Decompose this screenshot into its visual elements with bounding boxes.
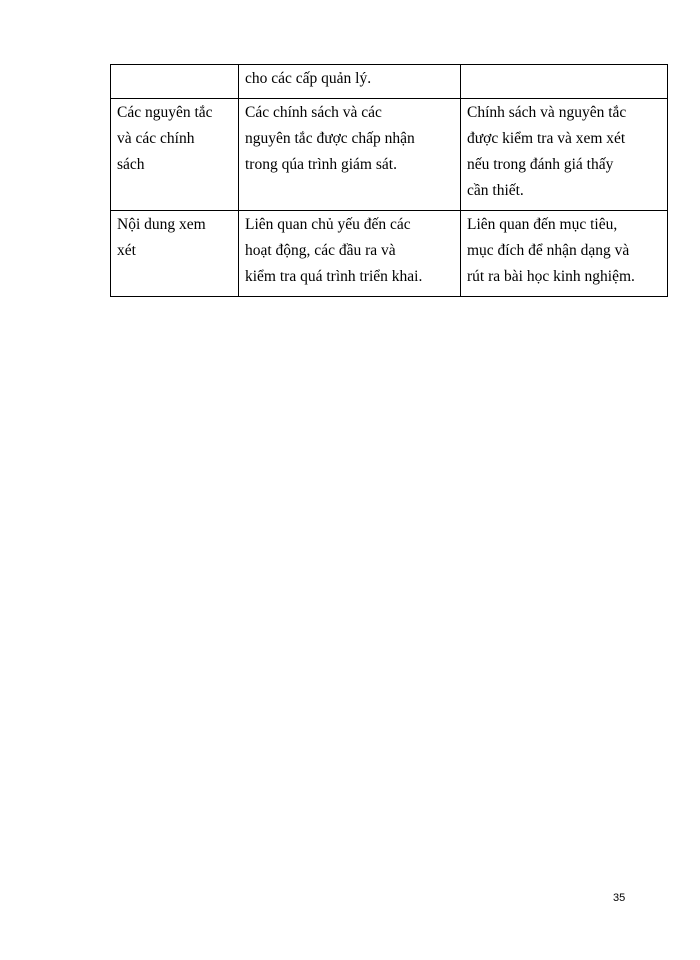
monitoring-text: Các chính sách và các nguyên tắc được chấp nhận trong qúa trình giám sát. (245, 104, 415, 173)
evaluation-cell (461, 65, 668, 99)
evaluation-text: Liên quan đến mục tiêu, mục đích để nhận dạng và rút ra bài học kinh nghiệm. (467, 216, 635, 285)
row-label-cell (111, 211, 239, 297)
monitoring-cell (239, 65, 461, 99)
comparison-table (110, 64, 668, 297)
evaluation-cell (461, 211, 668, 297)
evaluation-text: Chính sách và nguyên tắc được kiểm tra và xem xét nếu trong đánh giá thấy cần thiết. (467, 104, 627, 199)
table-row (111, 99, 668, 211)
row-label-text: Các nguyên tắc và các chính sách (117, 104, 213, 173)
page-number: 35 (613, 892, 626, 904)
table-row (111, 211, 668, 297)
monitoring-text: cho các cấp quản lý. (245, 70, 372, 87)
row-label-cell (111, 99, 239, 211)
monitoring-cell (239, 99, 461, 211)
monitoring-cell (239, 211, 461, 297)
row-label-text: Nội dung xem xét (117, 216, 206, 259)
evaluation-cell (461, 99, 668, 211)
row-label-cell (111, 65, 239, 99)
monitoring-text: Liên quan chủ yếu đến các hoạt động, các đầu ra và kiểm tra quá trình triển khai. (245, 216, 423, 285)
table-row (111, 65, 668, 99)
